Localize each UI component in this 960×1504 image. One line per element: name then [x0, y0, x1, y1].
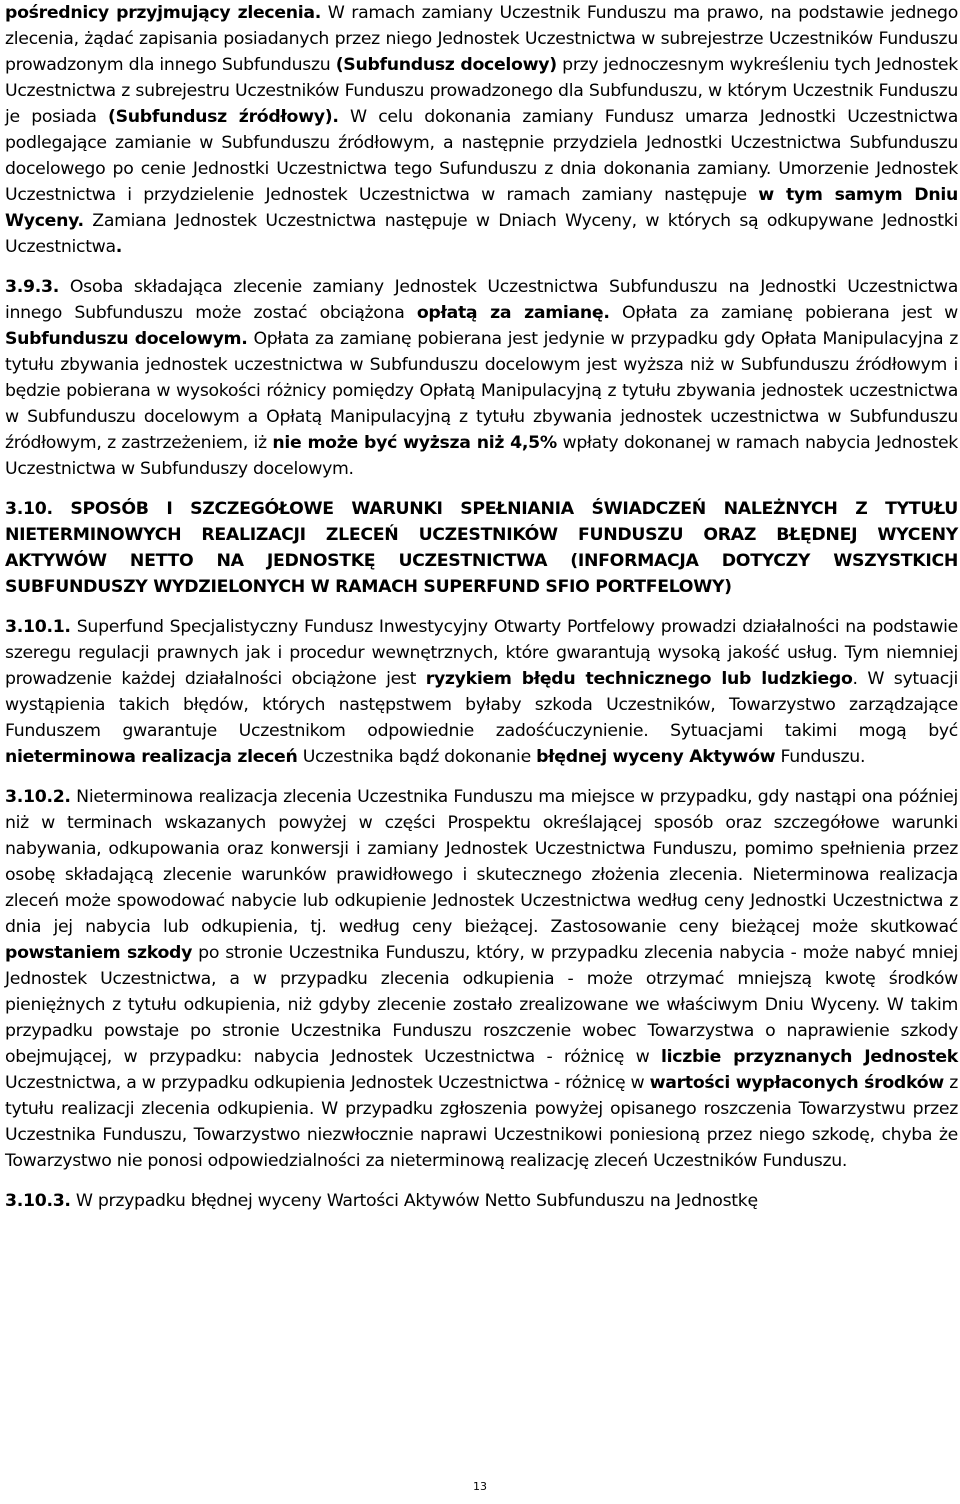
text-run: z tytułu realizacji zlecenia odkupienia. W przypadku zgłoszenia powyżej opisanego roszczenia Towarzystwu przez Uczestnika Funduszu, Towarzystwo niezwłocznie naprawi Uczestnikowi poniesioną przez niego szkodę, chyba że Towarzystwo nie ponosi odpowiedzialności za nieterminową realizację zleceń Uczestników Funduszu. [5, 1073, 958, 1171]
paragraph-3-10-3 [5, 1188, 958, 1214]
document-body [5, 0, 958, 1214]
bold-text: Subfunduszu docelowym. [5, 329, 248, 349]
text-run: Opłata za zamianę pobierana jest jedynie w przypadku gdy Opłata Manipulacyjna z tytułu zbywania jednostek uczestnictwa w Subfunduszu docelowym jest wyższa niż w Subfunduszu źródłowym i będzie pobierana w wysokości różnicy pomiędzy Opłatą Manipulacyjną z tytułu zbywania jednostek uczestnictwa w Subfunduszu docelowym a Opłatą Manipulacyjną z tytułu zbywania jednostek uczestnictwa w Subfunduszu źródłowym, z zastrzeżeniem, iż [5, 329, 958, 453]
text-run: Zamiana Jednostek Uczestnictwa następuje w Dniach Wyceny, w których są odkupywane Jednostki Uczestnictwa [5, 211, 958, 257]
text-run: Uczestnika bądź dokonanie [297, 747, 537, 767]
bold-text: 3.10.2. [5, 787, 71, 807]
text-run: Funduszu. [775, 747, 866, 767]
bold-text: w tym samym Dniu Wyceny. [5, 185, 958, 231]
text-run: Superfund Specjalistyczny Fundusz Inwestycyjny Otwarty Portfelowy prowadzi działalności na podstawie szeregu regulacji prawnych jak i procedur wewnętrznych, które gwarantują wysoką jakość usług. Tym niemniej prowadzenie każdej działalności obciążone jest [5, 617, 958, 689]
text-run: Opłata za zamianę pobierana jest w [609, 303, 959, 323]
bold-text: błędnej wyceny Aktywów [536, 747, 776, 767]
page-number: 13 [473, 1480, 487, 1493]
bold-text: powstaniem szkody [5, 943, 193, 963]
bold-text: nie może być wyższa niż 4,5% [272, 433, 557, 453]
bold-text: (Subfundusz docelowy) [335, 55, 557, 75]
bold-text: opłatą za zamianę. [416, 303, 610, 323]
paragraph-3-10-2 [5, 784, 958, 1174]
paragraph-3-10-1 [5, 614, 958, 770]
paragraph-3-9-3 [5, 274, 958, 482]
text-run: wpłaty dokonanej w ramach nabycia Jednostek Uczestnictwa w Subfunduszy docelowym. [5, 433, 958, 479]
bold-text: 3.10.3. [5, 1191, 71, 1211]
text-run: przy jednoczesnym wykreśleniu tych Jednostek Uczestnictwa z subrejestru Uczestników Funduszu prowadzonego dla Subfunduszu, w którym Uczestnik Funduszu je posiada [5, 55, 958, 127]
text-run: W celu dokonania zamiany Fundusz umarza Jednostki Uczestnictwa podlegające zamianie w Subfunduszu źródłowym, a następnie przydziela Jednostki Uczestnictwa Subfunduszu docelowego po cenie Jednostki Uczestnictwa tego Sufunduszu z dnia dokonania zamiany. Umorzenie Jednostek Uczestnictwa i przydzielenie Jednostek Uczestnictwa w ramach zamiany następuje [5, 107, 958, 205]
text-run: po stronie Uczestnika Funduszu, który, w przypadku zlecenia nabycia - może nabyć mniej Jednostek Uczestnictwa, a w przypadku zlecenia odkupienia - może otrzymać mniejszą kwotę środków pieniężnych z tytułu odkupienia, niż gdyby zlecenie zostało zrealizowane we właściwym Dniu Wyceny. W takim przypadku powstaje po stronie Uczestnika Funduszu roszczenie wobec Towarzystwa o naprawienie szkody obejmującej, w przypadku: nabycia Jednostek Uczestnictwa - różnicę w [5, 943, 958, 1067]
bold-text: wartości wypłaconych środków [649, 1073, 944, 1093]
paragraph-intro [5, 0, 958, 260]
bold-text: 3.10.1. [5, 617, 71, 637]
bold-text: 3.9.3. [5, 277, 59, 297]
text-run: Osoba składająca zlecenie zamiany Jednostek Uczestnictwa Subfunduszu na Jednostki Uczestnictwa innego Subfunduszu może zostać obciążona [5, 277, 958, 323]
bold-text: nieterminowa realizacja zleceń [5, 747, 298, 767]
text-run: Uczestnictwa, a w przypadku odkupienia Jednostek Uczestnictwa - różnicę w [5, 1073, 650, 1093]
bold-text: (Subfundusz źródłowy). [108, 107, 339, 127]
section-heading-3-10: 3.10. SPOSÓB I SZCZEGÓŁOWE WARUNKI SPEŁNIANIA ŚWIADCZEŃ NALEŻNYCH Z TYTUŁU NIETERMINOWYCH REALIZACJI ZLECEŃ UCZESTNIKÓW FUNDUSZU ORAZ BŁĘDNEJ WYCENY AKTYWÓW NETTO NA JEDNOSTKĘ UCZESTNICTWA (INFORMACJA DOTYCZY WSZYSTKICH SUBFUNDUSZY WYDZIELONYCH W RAMACH SUPERFUND SFIO PORTFELOWY) [5, 499, 958, 597]
text-run: W przypadku błędnej wyceny Wartości Aktywów Netto Subfunduszu na Jednostkę [70, 1191, 758, 1211]
bold-text: pośrednicy przyjmujący zlecenia. [5, 3, 322, 23]
bold-text: ryzykiem błędu technicznego lub ludzkiego [425, 669, 853, 689]
text-run: Nieterminowa realizacja zlecenia Uczestnika Funduszu ma miejsce w przypadku, gdy nastąpi ona później niż w terminach wskazanych powyżej w części Prospektu określającej sposób oraz szczegółowe warunki nabywania, odkupowania oraz konwersji i zamiany Jednostek Uczestnictwa Funduszu, pomimo spełnienia przez osobę składającą zlecenie warunków prawidłowego i skutecznego złożenia zlecenia. Nieterminowa realizacja zleceń może spowodować nabycie lub odkupienie Jednostek Uczestnictwa według ceny Jednostki Uczestnictwa z dnia jej nabycia lub odkupienia, tj. według ceny bieżącej. Zastosowanie ceny bieżącej może skutkować [5, 787, 958, 937]
text-run: . W sytuacji wystąpienia takich błędów, których następstwem byłaby szkoda Uczestników, Towarzystwo zarządzające Funduszem gwarantuje Uczestnikom odpowiednie zadośćuczynienie. Sytuacjami takimi mogą być [5, 669, 958, 741]
text-run: W ramach zamiany Uczestnik Funduszu ma prawo, na podstawie jednego zlecenia, żądać zapisania posiadanych przez niego Jednostek Uczestnictwa w subrejestrze Uczestników Funduszu prowadzonym dla innego Subfunduszu [5, 3, 958, 75]
bold-text: . [115, 237, 123, 257]
bold-text: liczbie przyznanych Jednostek [661, 1047, 958, 1067]
